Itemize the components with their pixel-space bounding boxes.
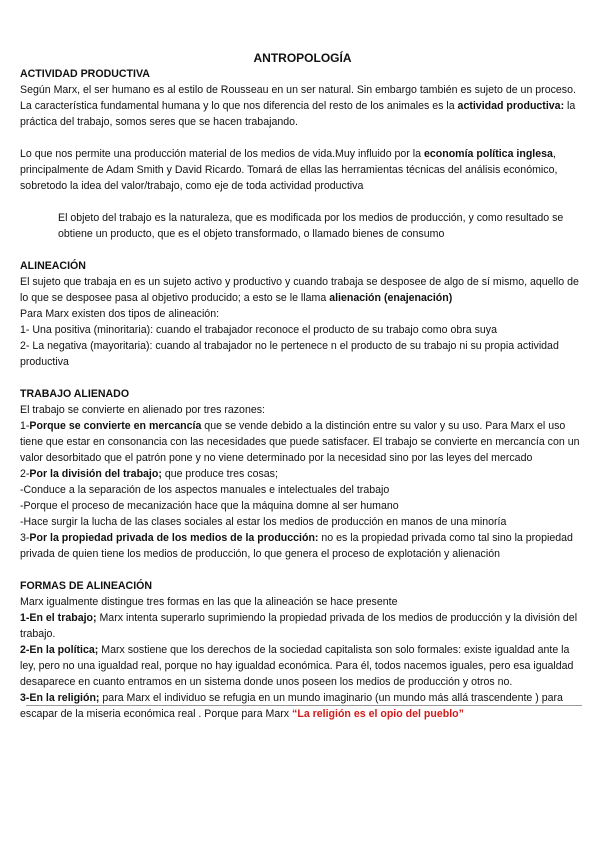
reason-2 [20, 466, 585, 482]
text-run: 2- [20, 468, 30, 480]
heading-formas-alineacion: FORMAS DE ALINEACIÓN [20, 580, 153, 592]
bold-term-actividad-productiva: actividad productiva: [457, 100, 565, 112]
red-quote-opio: “La religión es el opio del pueblo” [292, 708, 464, 720]
indented-quote: El objeto del trabajo es la naturaleza, que es modificada por los medios de producción, y como resultado se obtiene un producto, que es el objeto transformado, o llamado bienes de consumo [58, 212, 564, 240]
bold-form-politica: 2-En la política; [20, 644, 99, 656]
paragraph-alineacion-types: Para Marx existen dos tipos de alineación: [20, 308, 220, 320]
dash-item-3: -Hace surgir la lucha de las clases sociales al estar los medios de producción en manos de una minoría [20, 516, 507, 528]
list-item-positiva: 1- Una positiva (minoritaria): cuando el trabajador reconoce el producto de su trabajo como obra suya [20, 324, 497, 336]
form-religion [20, 690, 585, 722]
paragraph-actividad-1 [20, 82, 585, 130]
text-run: 3- [20, 532, 30, 544]
heading-trabajo-alienado: TRABAJO ALIENADO [20, 388, 130, 400]
dash-item-1: -Conduce a la separación de los aspectos manuales e intelectuales del trabajo [20, 484, 390, 496]
text-run: la práctica del trabajo, somos seres que se hacen trabajando. [20, 100, 576, 128]
text-run: que produce tres cosas; [161, 468, 278, 480]
bold-reason-mercancia: Porque se convierte en mercancía [29, 420, 202, 432]
text-run: Lo que nos permite una producción material de los medios de vida.Muy influido por la [20, 148, 424, 160]
text-run: para Marx el individuo se refugia en un mundo imaginario (un mundo más allá trascendente ) para escapar de la miseria económica real . Porque para Marx [20, 692, 563, 720]
paragraph-actividad-2 [20, 146, 585, 194]
horizontal-divider [26, 705, 582, 706]
heading-actividad-productiva: ACTIVIDAD PRODUCTIVA [20, 68, 150, 80]
text-run: que se vende debido a la distinción entre su valor y su uso. Para Marx el uso tiene que estar en consonancia con las necesidades que puede satisfacer. El trabajo se convierte en mercancía con un valor desorbitado que el patrón pone y no viene determinado por la necesidad sino por las leyes del mercado [20, 420, 580, 464]
reason-3 [20, 530, 585, 562]
text-run: , principalmente de Adam Smith y David Ricardo. Tomará de ellas las herramientas técnicas del análisis económico, sobretodo la idea del valor/trabajo, como eje de toda actividad productiva [20, 148, 558, 192]
text-run: El sujeto que trabaja en es un sujeto activo y productivo y cuando trabaja se desposee de algo de sí mismo, aquello de lo que se desposee pasa al objetivo producido; a esto se le llama [20, 276, 579, 304]
text-run: Marx intenta superarlo suprimiendo la propiedad privada de los medios de producción y la división del trabajo. [20, 612, 578, 640]
bold-reason-division: Por la división del trabajo; [29, 468, 162, 480]
bold-form-trabajo: 1-En el trabajo; [20, 612, 97, 624]
paragraph-formas-intro: Marx igualmente distingue tres formas en las que la alineación se hace presente [20, 596, 398, 608]
document-title: ANTROPOLOGÍA [253, 51, 352, 65]
list-item-negativa: 2- La negativa (mayoritaria): cuando al trabajador no le pertenece n el producto de su trabajo ni su propia actividad productiva [20, 340, 559, 368]
bold-term-economia-politica: economía política inglesa [423, 148, 553, 160]
reason-1 [20, 418, 585, 466]
bold-reason-propiedad: Por la propiedad privada de los medios de la producción: [29, 532, 319, 544]
bold-form-religion: 3-En la religión; [20, 692, 100, 704]
dash-item-2: -Porque el proceso de mecanización hace que la máquina domne al ser humano [20, 500, 399, 512]
text-run: 1- [20, 420, 30, 432]
paragraph-alineacion-1 [20, 274, 585, 306]
form-trabajo [20, 610, 585, 642]
text-run: Según Marx, el ser humano es al estilo de Rousseau en un ser natural. Sin embargo también es sujeto de un proceso. La característica fundamental humana y lo que nos diferencia del resto de los animales es la [20, 84, 576, 112]
text-run: Marx sostiene que los derechos de la sociedad capitalista son solo formales: existe igualdad ante la ley, pero no una igualdad real, porque no hay igualdad económica. Para él, todos nacemos iguales, pero esa igualdad desaparece en cuanto entramos en un sistema donde unos poseen los medios de producción y otros no. [20, 644, 574, 688]
document-page [20, 50, 585, 722]
text-run: no es la propiedad privada como tal sino la propiedad privada de quien tiene los medios de producción, lo que genera el proceso de explotación y alienación [20, 532, 573, 560]
heading-alineacion: ALINEACIÓN [20, 260, 86, 272]
bold-term-alienacion: alienación (enajenación) [329, 292, 453, 304]
paragraph-trabajo-intro: El trabajo se convierte en alienado por tres razones: [20, 404, 265, 416]
form-politica [20, 642, 585, 690]
